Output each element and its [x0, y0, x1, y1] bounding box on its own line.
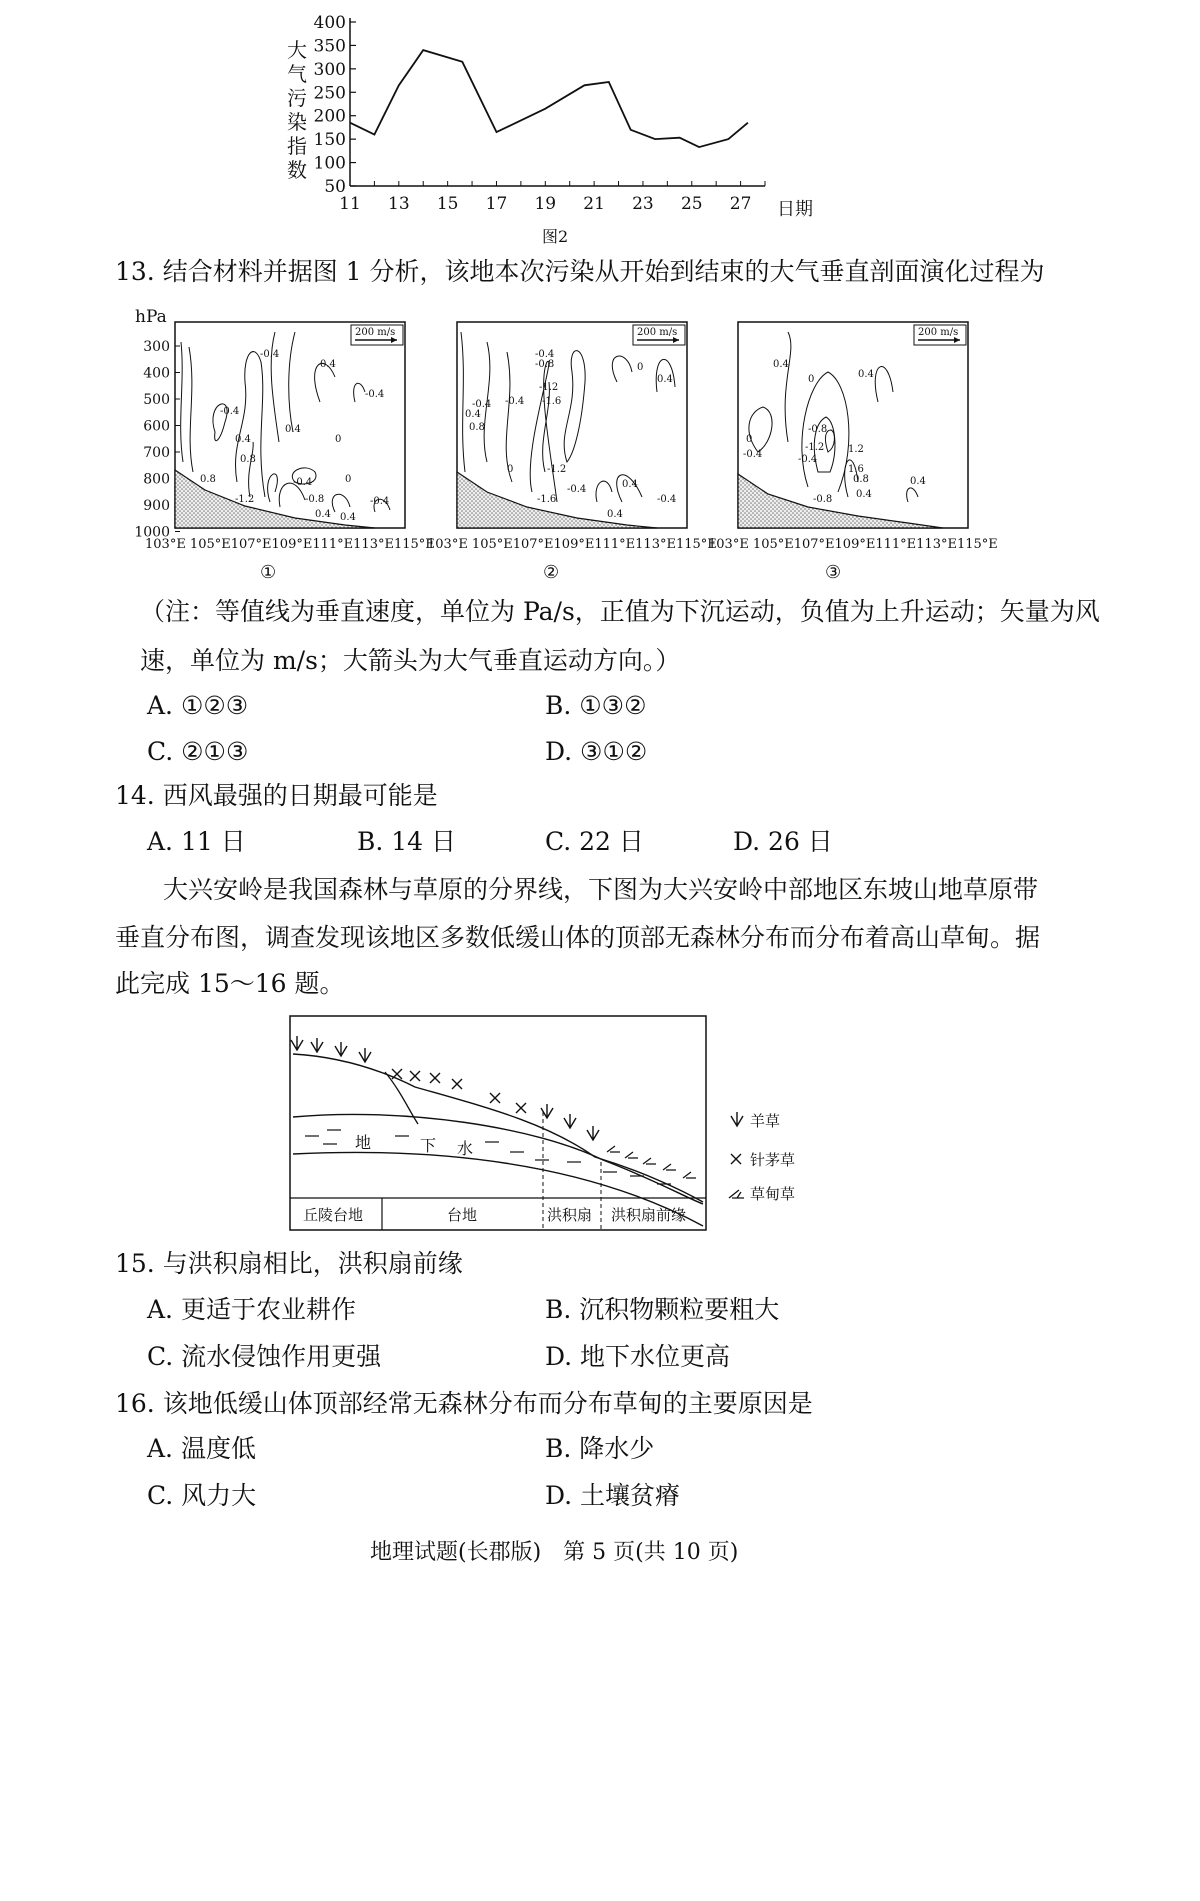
zone-alluvial-fan: 洪积扇	[547, 1206, 593, 1224]
q13-note-line2: 速，单位为 m/s；大箭头为大气垂直运动方向。）	[140, 646, 681, 675]
intro-line-3: 此完成 15～16 题。	[115, 969, 345, 998]
contour-label: -0.4	[370, 496, 390, 507]
zone-hill-terrace: 丘陵台地	[303, 1206, 364, 1224]
q16-option-c[interactable]: C. 风力大	[147, 1481, 257, 1510]
x-tick-label: 19	[534, 194, 557, 214]
contour-label: 0.4	[622, 479, 638, 490]
q14-option-c[interactable]: C. 22 日	[545, 827, 644, 856]
q16-option-d[interactable]: D. 土壤贫瘠	[545, 1481, 681, 1510]
intro-line-2: 垂直分布图，调查发现该地区多数低缓山体的顶部无森林分布而分布着高山草甸。据	[115, 923, 1041, 952]
contour-label: 0	[746, 434, 753, 445]
contour-label: -1.6	[542, 396, 562, 407]
q16-option-b[interactable]: B. 降水少	[545, 1434, 655, 1463]
grassland-figure	[285, 1012, 815, 1234]
contour-label: -0.4	[535, 349, 555, 360]
contour-label: 0.4	[910, 476, 926, 487]
legend	[729, 1112, 795, 1203]
pollution-index-chart	[280, 10, 820, 245]
x-tick-label: 23	[632, 194, 654, 214]
q15-option-d[interactable]: D. 地下水位更高	[545, 1342, 731, 1371]
contour-label: -1.2	[235, 494, 255, 505]
contour-label: -0.4	[472, 399, 492, 410]
contour-label: -0.4	[798, 454, 818, 465]
q13-option-d[interactable]: D. ③①②	[545, 737, 648, 766]
x-tick-label: 13	[388, 194, 410, 214]
legend-leymus: 羊草	[750, 1112, 781, 1130]
contour-label: 0.4	[235, 434, 251, 445]
contour-label: -0.8	[813, 494, 833, 505]
contour-label: 0	[507, 464, 514, 475]
q16-option-a[interactable]: A. 温度低	[147, 1434, 256, 1463]
legend-meadow: 草甸草	[750, 1185, 796, 1203]
contour-label: -0.4	[567, 484, 587, 495]
q13-stem: 13. 结合材料并据图 1 分析，该地本次污染从开始到结束的大气垂直剖面演化过程为	[115, 257, 1045, 286]
underground-label-2: 下	[420, 1136, 437, 1155]
panel-label-3: ③	[825, 562, 842, 583]
pressure-tick-label: 800	[143, 471, 170, 488]
q13-option-c[interactable]: C. ②①③	[147, 737, 249, 766]
intro-line-1: 大兴安岭是我国森林与草原的分界线，下图为大兴安岭中部地区东坡山地草原带	[163, 875, 1039, 904]
contour-label: -0.8	[808, 424, 828, 435]
contour-label: 0	[335, 434, 342, 445]
pressure-tick-label: 900	[143, 498, 170, 514]
legend-stipa: 针茅草	[750, 1151, 796, 1169]
x-tick-label: 25	[680, 194, 703, 214]
lon-ticks-3: 103°E 105°E107°E109°E111°E113°E115°E	[708, 537, 998, 552]
pressure-tick-label: 400	[143, 365, 170, 382]
zone-fan-front: 洪积扇前缘	[611, 1206, 687, 1224]
contour-label: 0.8	[853, 474, 869, 485]
pressure-tick-label: 600	[143, 418, 170, 435]
contour-label: 0.4	[315, 509, 331, 520]
y-tick-label: 100	[313, 153, 346, 174]
contour-label: 1.2	[848, 444, 864, 455]
x-tick-label: 15	[436, 194, 459, 214]
contour-label: -0.4	[260, 349, 280, 360]
contour-label: -0.8	[535, 359, 555, 370]
contour-label: -1.6	[537, 494, 557, 505]
y-axis-label-text: 大气污染指数	[287, 38, 307, 182]
figure-1-panels	[130, 300, 1000, 585]
y-tick-label: 50	[324, 177, 346, 197]
contour-label: -1.2	[539, 382, 559, 393]
y-tick-label: 150	[313, 130, 346, 151]
contour-label: 0.4	[320, 359, 336, 370]
contour-label: 0	[637, 362, 644, 373]
contour-label: 0	[808, 374, 815, 385]
q15-option-c[interactable]: C. 流水侵蚀作用更强	[147, 1342, 382, 1371]
wind-scale-label: 200 m/s	[918, 327, 959, 338]
contour-label: -0.4	[743, 449, 763, 460]
contour-label: -0.8	[305, 494, 325, 505]
panel-label-2: ②	[543, 562, 560, 583]
contour-label: 0.4	[773, 359, 789, 370]
pressure-tick-label: 300	[143, 339, 170, 355]
q15-option-a[interactable]: A. 更适于农业耕作	[147, 1295, 356, 1324]
panel-2	[457, 322, 687, 528]
y-tick-label: 350	[313, 36, 346, 57]
panel-label-1: ①	[260, 562, 277, 583]
q13-note-line1: （注：等值线为垂直速度，单位为 Pa/s，正值为下沉运动，负值为上升运动；矢量为风	[140, 597, 1100, 626]
lon-ticks-2: 103°E 105°E107°E109°E111°E113°E115°E	[427, 537, 717, 552]
underground-label-3: 水	[457, 1139, 474, 1158]
pressure-tick-label: 700	[143, 445, 170, 461]
q14-stem: 14. 西风最强的日期最可能是	[115, 781, 438, 810]
contour-label: 0.4	[856, 489, 872, 500]
contour-label: 0.4	[285, 424, 301, 435]
contour-label: 1.6	[848, 464, 864, 475]
figure-caption: 图2	[542, 227, 569, 245]
contour-label: 0.8	[200, 474, 216, 485]
q13-option-b[interactable]: B. ①③②	[545, 691, 647, 720]
pollution-index-line	[350, 50, 748, 147]
figure-2	[280, 10, 820, 245]
pressure-tick-label: 1000	[134, 524, 170, 541]
q15-option-b[interactable]: B. 沉积物颗粒要粗大	[545, 1295, 780, 1324]
hpa-label: hPa	[135, 307, 167, 327]
panel-3	[738, 322, 968, 528]
lon-ticks-1: 103°E 105°E107°E109°E111°E113°E115°E	[145, 537, 435, 552]
contour-label: 0	[345, 474, 352, 485]
contour-label: -0.4	[220, 406, 240, 417]
underground-label-1: 地	[355, 1133, 372, 1152]
y-tick-label: 300	[313, 59, 346, 80]
zone-terrace: 台地	[447, 1206, 478, 1224]
page-footer: 地理试题(长郡版) 第 5 页(共 10 页)	[370, 1540, 739, 1565]
contour-label: 0.4	[657, 374, 673, 385]
q16-stem: 16. 该地低缓山体顶部经常无森林分布而分布草甸的主要原因是	[115, 1389, 813, 1418]
x-tick-label: 11	[339, 194, 361, 214]
y-axis-label	[285, 38, 309, 182]
y-tick-label: 250	[313, 83, 346, 104]
q14-option-a[interactable]: A. 11 日	[147, 827, 246, 856]
contour-label: 0.4	[340, 512, 356, 523]
contour-label: -0.4	[505, 396, 525, 407]
contour-label: 0.8	[469, 422, 485, 433]
contour-label: -0.4	[365, 389, 385, 400]
contour-label: -1.2	[547, 464, 567, 475]
q13-option-a[interactable]: A. ①②③	[147, 691, 249, 720]
x-axis-label: 日期	[777, 199, 813, 220]
wind-scale-label: 200 m/s	[355, 327, 396, 338]
pressure-tick-label: 500	[143, 392, 170, 408]
contour-label: 0.8	[240, 454, 256, 465]
panel-1	[175, 322, 405, 528]
contour-label: -1.2	[805, 442, 825, 453]
x-tick-label: 27	[729, 194, 752, 214]
q15-stem: 15. 与洪积扇相比，洪积扇前缘	[115, 1249, 463, 1278]
contour-label: -0.4	[293, 477, 313, 488]
q14-option-d[interactable]: D. 26 日	[733, 827, 833, 856]
y-tick-label: 200	[313, 106, 346, 127]
contour-label: 0.4	[858, 369, 874, 380]
contour-label: 0.4	[607, 509, 623, 520]
y-tick-label: 400	[313, 13, 346, 33]
wind-scale-label: 200 m/s	[637, 327, 678, 338]
contour-label: -0.4	[657, 494, 677, 505]
vertical-section-panels	[130, 300, 1000, 585]
x-tick-label: 17	[485, 194, 508, 214]
q14-option-b[interactable]: B. 14 日	[357, 827, 457, 856]
contour-label: 0.4	[465, 409, 481, 420]
x-tick-label: 21	[583, 194, 605, 214]
